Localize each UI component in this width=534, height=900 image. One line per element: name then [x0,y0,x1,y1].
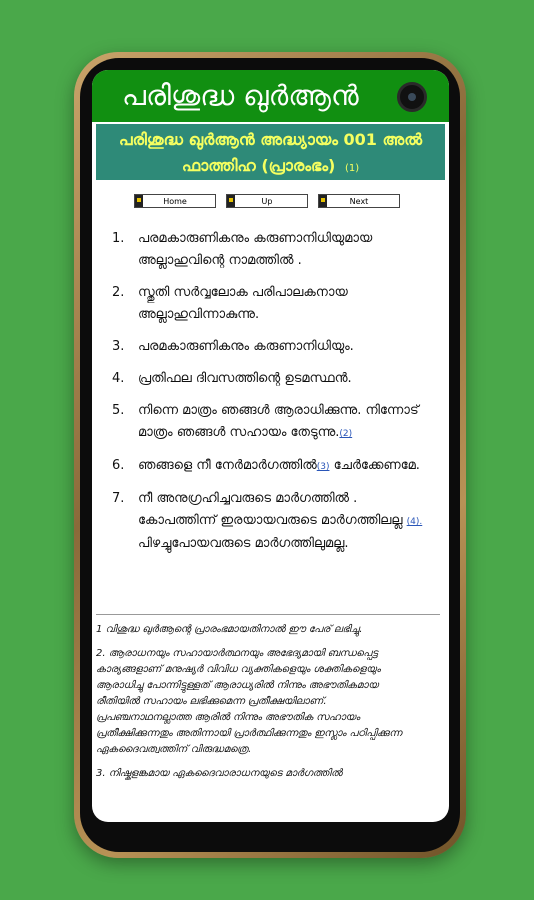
home-label: Home [163,197,187,206]
verse-text: നീ അനുഗ്രഹിച്ചവരുടെ മാർഗത്തിൽ . കോപത്തിന്ന് ഇരയായവരുടെ മാർഗത്തിലല്ല [138,491,403,528]
footnote-item: 2. ആരാധനയും സഹായാർത്ഥനയും അഭേദ്യമായി ബന്ധപ്പെട്ട കാര്യങ്ങളാണ് മനുഷ്യർ വിവിധ വ്യക്തികളെയും ശക്തികളെയും ആരാധിച്ചു പോന്നിട്ടുള്ളത് ആരാധ്യരിൽ നിന്നും അഭൗതികമായ രീതിയിൽ സഹായം ലഭിക്കുമെന്ന പ്രതീക്ഷയിലാണ്. പ്രപഞ്ചനാഥനല്ലാത്ത ആരിൽ നിന്നും അഭൗതിക സഹായം പ്രതീക്ഷിക്കുന്നതും അതിന്നായി പ്രാർത്ഥിക്കുന്നതും ഇസ്ലാം പഠിപ്പിക്കുന്ന ഏകദൈവത്വത്തിന് വിരുദ്ധമത്രെ. [96,648,402,755]
footnote-item: 3. നിഷ്കളങ്കമായ ഏകദൈവാരാധനയുടെ മാർഗത്തിൽ [96,768,343,779]
front-camera-icon [397,82,427,112]
verse-text: സ്തുതി സർവ്വലോക പരിപാലകനായ അല്ലാഹുവിന്നാകുന്നു. [138,285,348,322]
footnote-item: 1 വിശുദ്ധ ഖുർആന്റെ പ്രാരംഭമായതിനാൽ ഈ പേര് ലഭിച്ചു. [96,624,363,635]
verse-item [112,455,438,478]
verse-item [112,228,438,272]
footnote-link[interactable]: (3) [316,462,330,472]
chapter-title-text: പരിശുദ്ധ ഖുർആൻ അദ്ധ്യായം 001 അൽ ഫാത്തിഹ (പ്രാരംഭം) [118,130,423,175]
verse-number: 4. [112,371,125,386]
next-button[interactable] [318,194,400,208]
verse-number: 1. [112,231,125,246]
home-button[interactable] [134,194,216,208]
verse-text: നിന്നെ മാത്രം ഞങ്ങൾ ആരാധിക്കുന്നു. നിന്നോട് മാത്രം ഞങ്ങൾ സഹായം തേടുന്നു. [138,403,419,440]
verse-text: പരമകാരുണികനും കരുണാനിധിയുമായ അല്ലാഹുവിന്റെ നാമത്തിൽ . [138,231,373,268]
footnotes [96,622,416,790]
screen [92,70,449,822]
verse-text-continued: ചേർക്കേണമേ. [329,458,420,473]
footnote-divider [96,614,440,615]
chapter-title [96,124,445,180]
up-icon [227,195,235,207]
verse-item [112,400,438,445]
verse-item [112,488,438,555]
app-title: പരിശുദ്ധ ഖുർആൻ [122,79,359,112]
verse-number: 5. [112,403,125,418]
verse-item [112,336,438,358]
verse-list [112,228,438,565]
verse-number: 2. [112,285,125,300]
chapter-footnote-link[interactable]: (1) [344,163,360,174]
verse-number: 6. [112,458,125,473]
verse-text: ഞങ്ങളെ നീ നേർമാർഗത്തിൽ [138,458,317,473]
next-icon [319,195,327,207]
verse-text: പരമകാരുണികനും കരുണാനിധിയും. [138,339,354,354]
up-label: Up [261,197,273,206]
verse-item [112,282,438,326]
home-icon [135,195,143,207]
verse-number: 7. [112,491,125,506]
nav-row [134,194,404,210]
footnote-link[interactable]: (4). [406,517,423,527]
verse-text: പ്രതിഫല ദിവസത്തിന്റെ ഉടമസ്ഥൻ. [138,371,352,386]
app-title-bar [92,70,449,122]
next-label: Next [349,197,369,206]
footnote-link[interactable]: (2) [339,429,353,439]
verse-number: 3. [112,339,125,354]
verse-item [112,368,438,390]
verse-text-continued: പിഴച്ചുപോയവരുടെ മാർഗത്തിലുമല്ല. [138,536,349,551]
up-button[interactable] [226,194,308,208]
